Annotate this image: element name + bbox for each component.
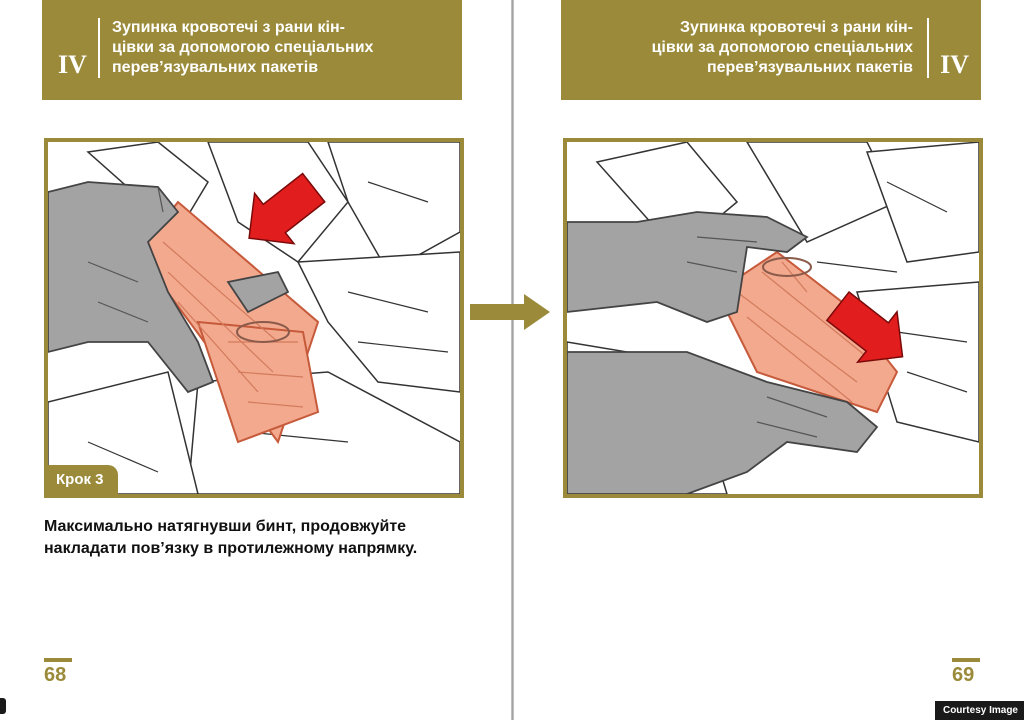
page-number-right [952,658,980,687]
chapter-title-line: Зупинка кровотечі з рани кін- [680,19,913,36]
chapter-numeral: IV [58,50,87,79]
chapter-title [652,18,913,78]
page-gutter [511,0,514,720]
illustration-step-3b [563,138,983,498]
header-divider [98,18,100,78]
page-number-left [44,658,72,687]
chapter-numeral: IV [940,50,969,79]
chapter-title [112,18,373,78]
bandage-illustration [48,142,460,494]
chapter-title-line: перев’язувальних пакетів [112,59,319,76]
chapter-title-line: Зупинка кровотечі з рани кін- [112,19,345,36]
bandage-illustration [567,142,979,494]
illustration-step-3a [44,138,464,498]
next-step-arrow-icon [468,292,552,332]
page-number-text: 68 [44,664,67,686]
chapter-header-left [42,0,462,100]
step-badge: Крок 3 [48,465,118,494]
chapter-title-line: цівки за допомогою спеціальних [651,39,913,56]
chapter-title-line: перев’язувальних пакетів [706,59,913,76]
page-corner-tab [0,698,6,714]
chapter-title-line: цівки за допомогою спеціальних [112,39,374,56]
instruction-line: Максимально натягнувши бинт, продовжуйте [44,518,407,535]
page-number-rule [44,658,72,662]
page-number-text: 69 [952,664,975,686]
header-divider [927,18,929,78]
image-credit: Courtesy Image [935,701,1024,720]
chapter-header-right [561,0,981,100]
instruction-line: накладати пов’язку в протилежному напрямку. [44,540,418,557]
page-number-rule [952,658,980,662]
step-instruction [44,516,484,560]
